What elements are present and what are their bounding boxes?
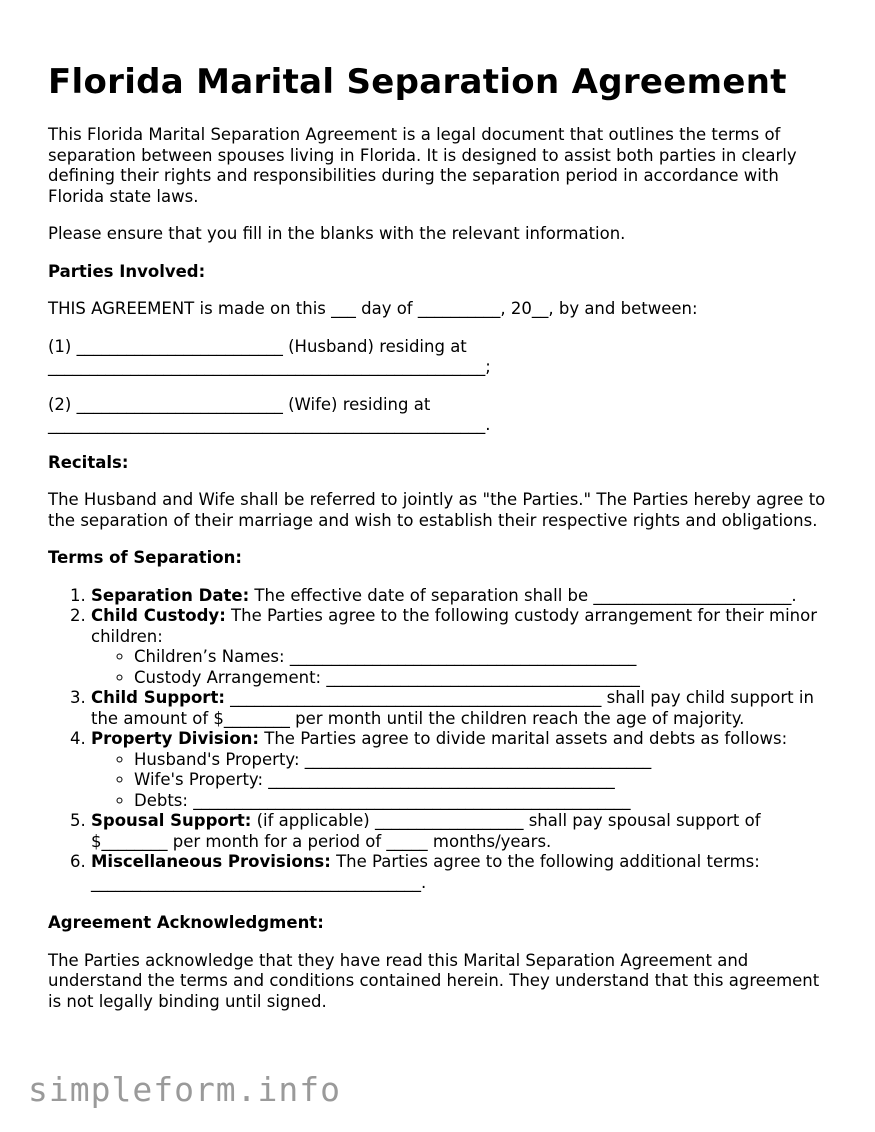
children-names-field: ◦ Children’s Names: __________________________________________ — [134, 647, 828, 668]
term-label: Child Custody: — [91, 606, 226, 625]
party2-address-line: _____________________________________________________. — [48, 415, 491, 434]
term-label: Spousal Support: — [91, 811, 252, 830]
property-sublist — [91, 750, 828, 812]
term-text: (if applicable) __________________ shall pay spousal support of $________ per month for a period of _____ months/years. — [91, 811, 761, 851]
term-text: The Parties agree to the following additional terms: ________________________________________. — [91, 852, 760, 892]
intro-paragraph: This Florida Marital Separation Agreement is a legal document that outlines the terms of separation between spouses living in Florida. It is designed to assist both parties in clearly defining their rights and responsibilities during the separation period in accordance with Florida state laws. — [48, 125, 797, 206]
term-property-division — [91, 729, 828, 811]
recitals-paragraph: The Husband and Wife shall be referred to jointly as "the Parties." The Parties hereby agree to the separation of their marriage and wish to establish their respective rights and obligations. — [48, 490, 826, 530]
term-separation-date — [91, 586, 828, 607]
term-label: Separation Date: — [91, 585, 250, 605]
term-child-custody — [91, 606, 828, 688]
recitals-heading: Recitals: — [48, 452, 129, 472]
husband-property-field: ◦ Husband's Property: __________________________________________ — [134, 750, 828, 771]
parties-heading: Parties Involved: — [48, 261, 206, 281]
term-text: The Parties agree to divide marital assets and debts as follows: — [259, 729, 788, 748]
term-child-support — [91, 688, 828, 729]
term-spousal-support — [91, 811, 828, 852]
term-misc-provisions — [91, 852, 828, 893]
party2-name-line: (2) _________________________ (Wife) residing at — [48, 394, 431, 414]
watermark-text: simpleform.info — [28, 1070, 342, 1109]
custody-sublist — [91, 647, 828, 688]
term-text: The Parties agree to the following custody arrangement for their minor children: — [91, 606, 818, 646]
party2-line — [48, 395, 828, 436]
debts-field: ◦ Debts: _____________________________________________________ — [134, 791, 828, 812]
party1-name-line: (1) _________________________ (Husband) residing at — [48, 336, 467, 356]
wife-property-field: ◦ Wife's Property: __________________________________________ — [134, 770, 828, 791]
term-text: The effective date of separation shall be ________________________. — [249, 585, 797, 605]
acknowledgment-paragraph: The Parties acknowledge that they have read this Marital Separation Agreement and understand the terms and conditions contained herein. They understand that this agreement is not legally binding until signed. — [48, 950, 820, 1011]
terms-heading: Terms of Separation: — [48, 548, 242, 567]
term-text: _____________________________________________ shall pay child support in the amount of $________ per month until the children reach the age of majority. — [91, 688, 814, 728]
party1-address-line: _____________________________________________________; — [48, 357, 491, 376]
custody-arrangement-field: ◦ Custody Arrangement: ______________________________________ — [134, 668, 828, 689]
instruction-paragraph: Please ensure that you fill in the blanks with the relevant information. — [48, 224, 626, 243]
terms-list — [48, 586, 828, 894]
acknowledgment-heading: Agreement Acknowledgment: — [48, 913, 324, 932]
term-label: Child Support: — [91, 688, 225, 707]
document-page — [48, 0, 828, 1012]
party1-line — [48, 337, 828, 378]
agreement-date-line: THIS AGREEMENT is made on this ___ day of __________, 20__, by and between: — [48, 299, 698, 318]
page-title: Florida Marital Separation Agreement — [48, 62, 787, 102]
term-label: Property Division: — [91, 729, 260, 748]
term-label: Miscellaneous Provisions: — [91, 852, 331, 871]
